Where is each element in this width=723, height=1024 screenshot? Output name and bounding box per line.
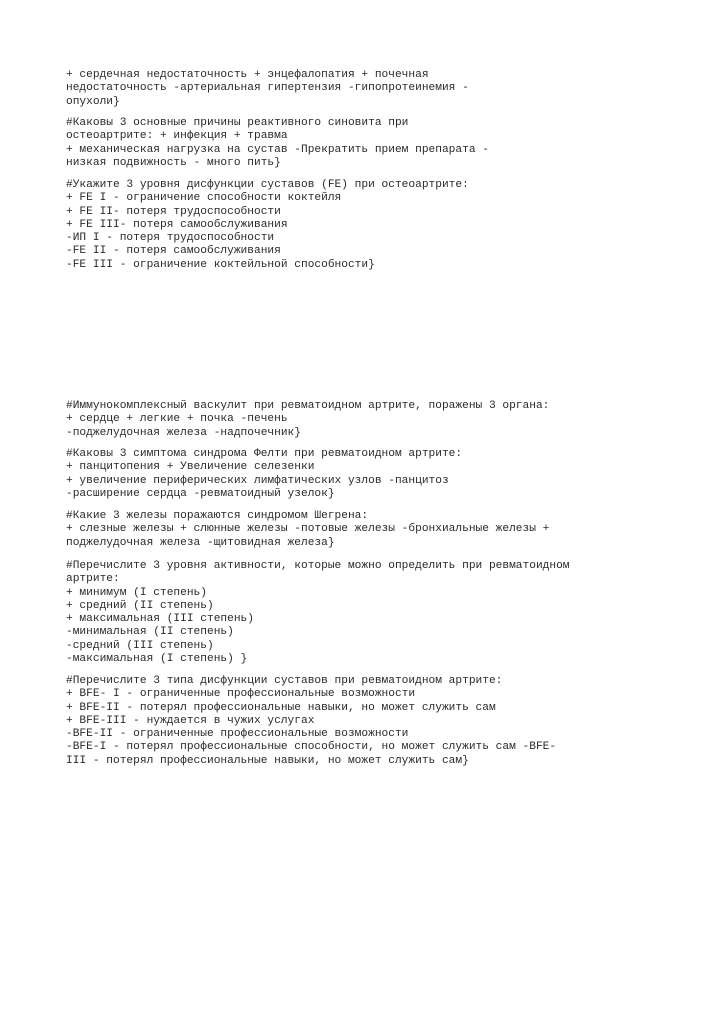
text-line: опухоли} (66, 95, 120, 108)
text-line: -FE II - потеря самообслуживания (66, 245, 281, 258)
text-line: + максимальная (III степень) (66, 613, 254, 626)
text-line: -поджелудочная железа -надпочечник} (66, 426, 301, 439)
text-line: + минимум (I степень) (66, 586, 207, 599)
text-line: артрите: (66, 573, 120, 586)
text-line: + BFE-III - нуждается в чужих услугах (66, 714, 315, 727)
text-line: -ИП I - потеря трудоспособности (66, 232, 275, 245)
text-line: + механическая нагрузка на сустав -Прекратить прием препарата - (66, 143, 489, 156)
question-block-bfe-types (66, 675, 666, 768)
question-line: #Каковы 3 симптома синдрома Фелти при ревматоидном артрите: (66, 448, 463, 460)
text-line: + BFE- I - ограниченные профессиональные возможности (66, 688, 416, 701)
question-line: #Перечислите 3 уровня активности, которые можно определить при ревматоидном (66, 560, 570, 572)
text-line: -максимальная (I степень) } (66, 653, 248, 666)
text-line: -BFE-II - ограниченные профессиональные возможности (66, 728, 409, 741)
question-block-vasculitis (66, 400, 666, 440)
text-block-complications (66, 69, 666, 109)
question-line: #Каковы 3 основные причины реактивного синовита при (66, 117, 409, 129)
text-line: -расширение сердца -ревматоидный узелок} (66, 487, 335, 500)
text-line: + панцитопения + Увеличение селезенки (66, 461, 315, 474)
question-block-fe-levels (66, 179, 666, 272)
question-line: #Иммунокомплексный васкулит при ревматоидном артрите, поражены 3 органа: (66, 400, 550, 412)
text-line: + FE III- потеря самообслуживания (66, 218, 288, 231)
text-line: -средний (III степень) (66, 639, 214, 652)
text-line: + FE I - ограничение способности коктейля (66, 192, 342, 205)
question-block-synovitis (66, 117, 666, 170)
text-line: + увеличение периферических лимфатических узлов -панцитоз (66, 474, 449, 487)
text-line: + сердце + легкие + почка -печень (66, 413, 288, 426)
text-line: низкая подвижность - много пить} (66, 156, 281, 169)
question-block-activity-levels (66, 560, 666, 666)
text-line: + слезные железы + слюнные железы -потовые железы -бронхиальные железы + (66, 523, 550, 536)
text-line: остеоартрите: + инфекция + травма (66, 130, 288, 143)
question-line: #Какие 3 железы поражаются синдромом Шегрена: (66, 510, 369, 522)
text-line: -минимальная (II степень) (66, 626, 234, 639)
text-line: + BFE-II - потерял профессиональные навыки, но может служить сам (66, 701, 496, 714)
question-line: #Перечислите 3 типа дисфункции суставов при ревматоидном артрите: (66, 675, 503, 687)
text-line: поджелудочная железа -щитовидная железа} (66, 536, 335, 549)
text-line: + FE II- потеря трудоспособности (66, 205, 281, 218)
text-line: -FE III - ограничение коктейльной способности} (66, 258, 375, 271)
question-line: #Укажите 3 уровня дисфункции суставов (FE) при остеоартрите: (66, 179, 469, 191)
text-line: III - потерял профессиональные навыки, но может служить сам} (66, 754, 469, 767)
question-block-sjogren (66, 510, 666, 550)
text-line: + сердечная недостаточность + энцефалопатия + почечная (66, 69, 429, 81)
text-line: недостаточность -артериальная гипертензия -гипопротеинемия - (66, 82, 469, 95)
text-line: + средний (II степень) (66, 599, 214, 612)
question-block-felty (66, 448, 666, 501)
text-line: -BFE-I - потерял профессиональные способности, но может служить сам -BFE- (66, 741, 557, 754)
